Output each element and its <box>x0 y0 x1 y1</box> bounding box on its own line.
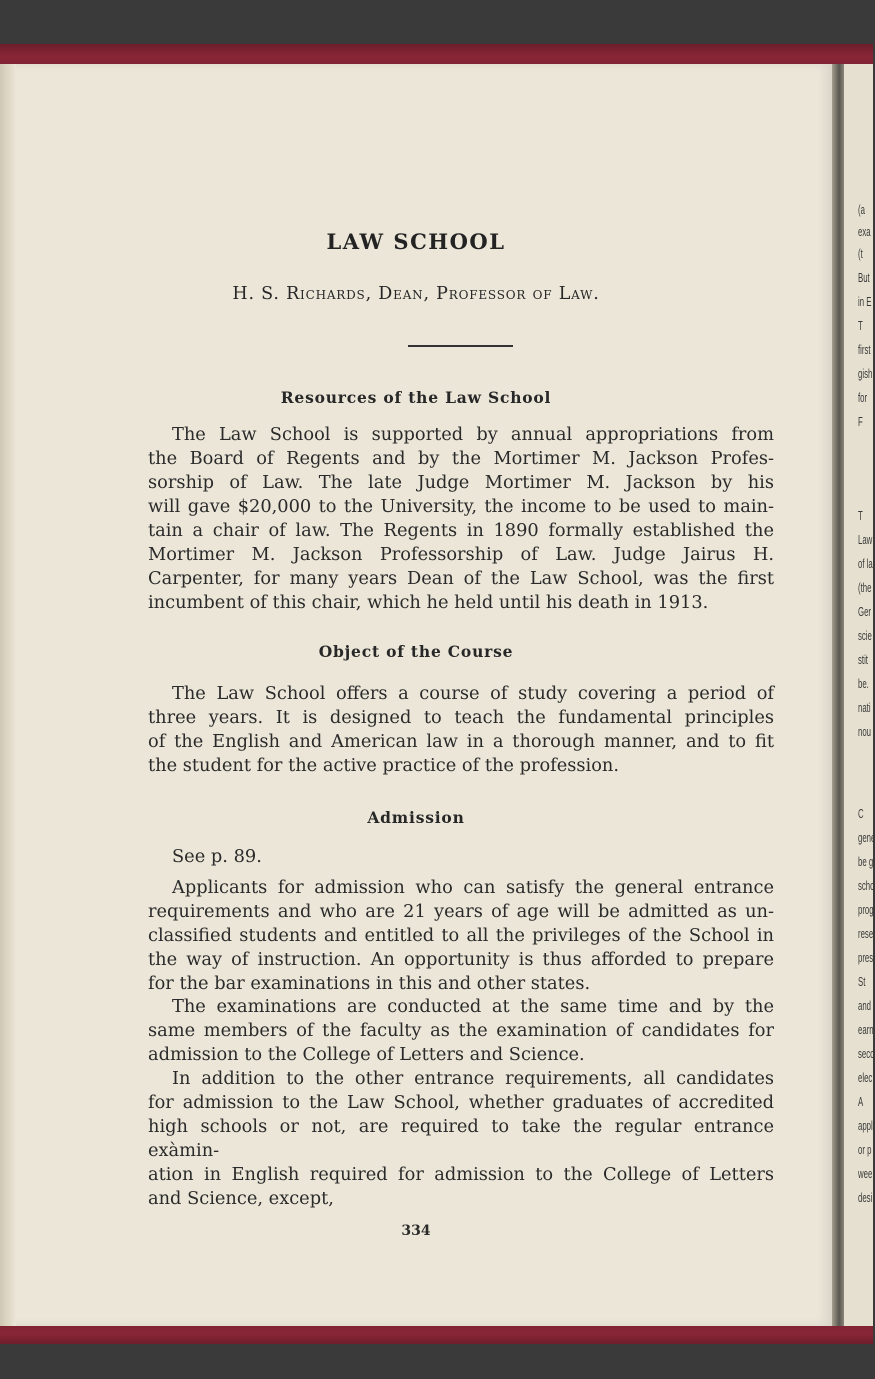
text-line: the Board of Regents and by the Mortimer M. Jackson Profes- <box>148 448 774 469</box>
adjacent-page-fragment: But <box>858 270 870 285</box>
text-line: the student for the active practice of the profession. <box>148 755 620 776</box>
adjacent-page-fragment: St <box>858 974 866 989</box>
adjacent-page-fragment: earn <box>858 1022 874 1037</box>
adjacent-page-fragment: pres <box>858 950 874 965</box>
adjacent-page-fragment: in E <box>858 294 872 309</box>
text-line: admission to the College of Letters and Science. <box>148 1044 585 1065</box>
adjacent-page-fragment: (a <box>858 202 865 217</box>
adjacent-page-fragment: (the <box>858 580 872 595</box>
text-line: Carpenter, for many years Dean of the Law School, was the first <box>148 568 774 589</box>
adjacent-page-fragment: T <box>858 318 863 333</box>
adjacent-page-strip <box>844 64 873 1326</box>
adjacent-page-fragment: be g <box>858 854 874 869</box>
text-line: The Law School offers a course of study covering a period of <box>172 683 774 704</box>
adjacent-page-fragment: Law <box>858 532 873 547</box>
text-line: classified students and entitled to all the privileges of the School in <box>148 925 774 946</box>
adjacent-page-fragment: elec <box>858 1070 873 1085</box>
adjacent-page-fragment: and <box>858 998 872 1013</box>
page-title: LAW SCHOOL <box>326 229 506 254</box>
text-line: ation in English required for admission to the College of Letters <box>148 1164 774 1185</box>
adjacent-page-fragment: rese <box>858 926 874 941</box>
adjacent-page-fragment: T <box>858 508 863 523</box>
see-reference: See p. 89. <box>172 846 262 867</box>
admission-paragraph-2 <box>148 995 774 1067</box>
adjacent-page-fragment: C <box>858 806 864 821</box>
text-line: requirements and who are 21 years of age will be admitted as un- <box>148 901 774 922</box>
section-heading-resources: Resources of the Law School <box>280 388 552 407</box>
text-line: will gave $20,000 to the University, the income to be used to main- <box>148 496 774 517</box>
text-line: The examinations are conducted at the same time and by the <box>172 996 774 1017</box>
text-line: same members of the faculty as the examination of candidates for <box>148 1020 774 1041</box>
adjacent-page-fragment: nati <box>858 700 871 715</box>
text-line: three years. It is designed to teach the fundamental principles <box>148 707 774 728</box>
page-number: 334 <box>401 1223 431 1239</box>
adjacent-page-fragment: Ger <box>858 604 872 619</box>
text-line: for admission to the Law School, whether graduates of accredited <box>148 1092 774 1113</box>
adjacent-page-fragment: or p <box>858 1142 872 1157</box>
adjacent-page-fragment: seco <box>858 1046 875 1061</box>
adjacent-page-fragment: gene <box>858 830 875 845</box>
text-line: of the English and American law in a thorough manner, and to fit <box>148 731 774 752</box>
adjacent-page-fragment: be. <box>858 676 869 691</box>
adjacent-page-fragment: scho <box>858 878 875 893</box>
adjacent-page-fragment: (t <box>858 246 863 261</box>
adjacent-page-fragment: gish <box>858 366 873 381</box>
admission-paragraph-3 <box>148 1067 774 1211</box>
adjacent-page-fragment: F <box>858 414 863 429</box>
text-line: The Law School is supported by annual appropriations from <box>172 424 774 445</box>
adjacent-page-fragment: stit <box>858 652 868 667</box>
adjacent-page-fragment: prog <box>858 902 874 917</box>
adjacent-page-fragment: for <box>858 390 868 405</box>
adjacent-page-fragment: A <box>858 1094 864 1109</box>
admission-paragraph-1 <box>148 876 774 996</box>
text-line: and Science, except, <box>148 1188 334 1209</box>
text-line: the way of instruction. An opportunity is thus afforded to prepare <box>148 949 774 970</box>
object-paragraph <box>148 682 774 778</box>
adjacent-page-fragment: of la <box>858 556 873 571</box>
adjacent-page-fragment: exa <box>858 224 871 239</box>
adjacent-page-fragment: scie <box>858 628 872 643</box>
section-heading-admission: Admission <box>367 808 465 827</box>
section-heading-object: Object of the Course <box>318 642 514 661</box>
text-line: In addition to the other entrance requirements, all candidates <box>172 1068 774 1089</box>
text-line: tain a chair of law. The Regents in 1890 formally established the <box>148 520 774 541</box>
divider-rule <box>408 345 513 347</box>
adjacent-page-fragment: first <box>858 342 871 357</box>
text-line: incumbent of this chair, which he held until his death in 1913. <box>148 592 709 613</box>
text-line: sorship of Law. The late Judge Mortimer M. Jackson by his <box>148 472 774 493</box>
adjacent-page-fragment: appl <box>858 1118 873 1133</box>
text-line: high schools or not, are required to take the regular entrance exàmin- <box>148 1116 774 1161</box>
adjacent-page-fragment: wee <box>858 1166 873 1181</box>
book-gutter <box>832 64 844 1326</box>
text-line: Mortimer M. Jackson Professorship of Law. Judge Jairus H. <box>148 544 774 565</box>
text-line: for the bar examinations in this and other states. <box>148 973 591 994</box>
dean-line: H. S. Richards, Dean, Professor of Law. <box>232 284 600 304</box>
adjacent-page-fragment: nou <box>858 724 872 739</box>
resources-paragraph <box>148 423 774 615</box>
text-line: Applicants for admission who can satisfy the general entrance <box>172 877 774 898</box>
adjacent-page-fragment: desi <box>858 1190 873 1205</box>
